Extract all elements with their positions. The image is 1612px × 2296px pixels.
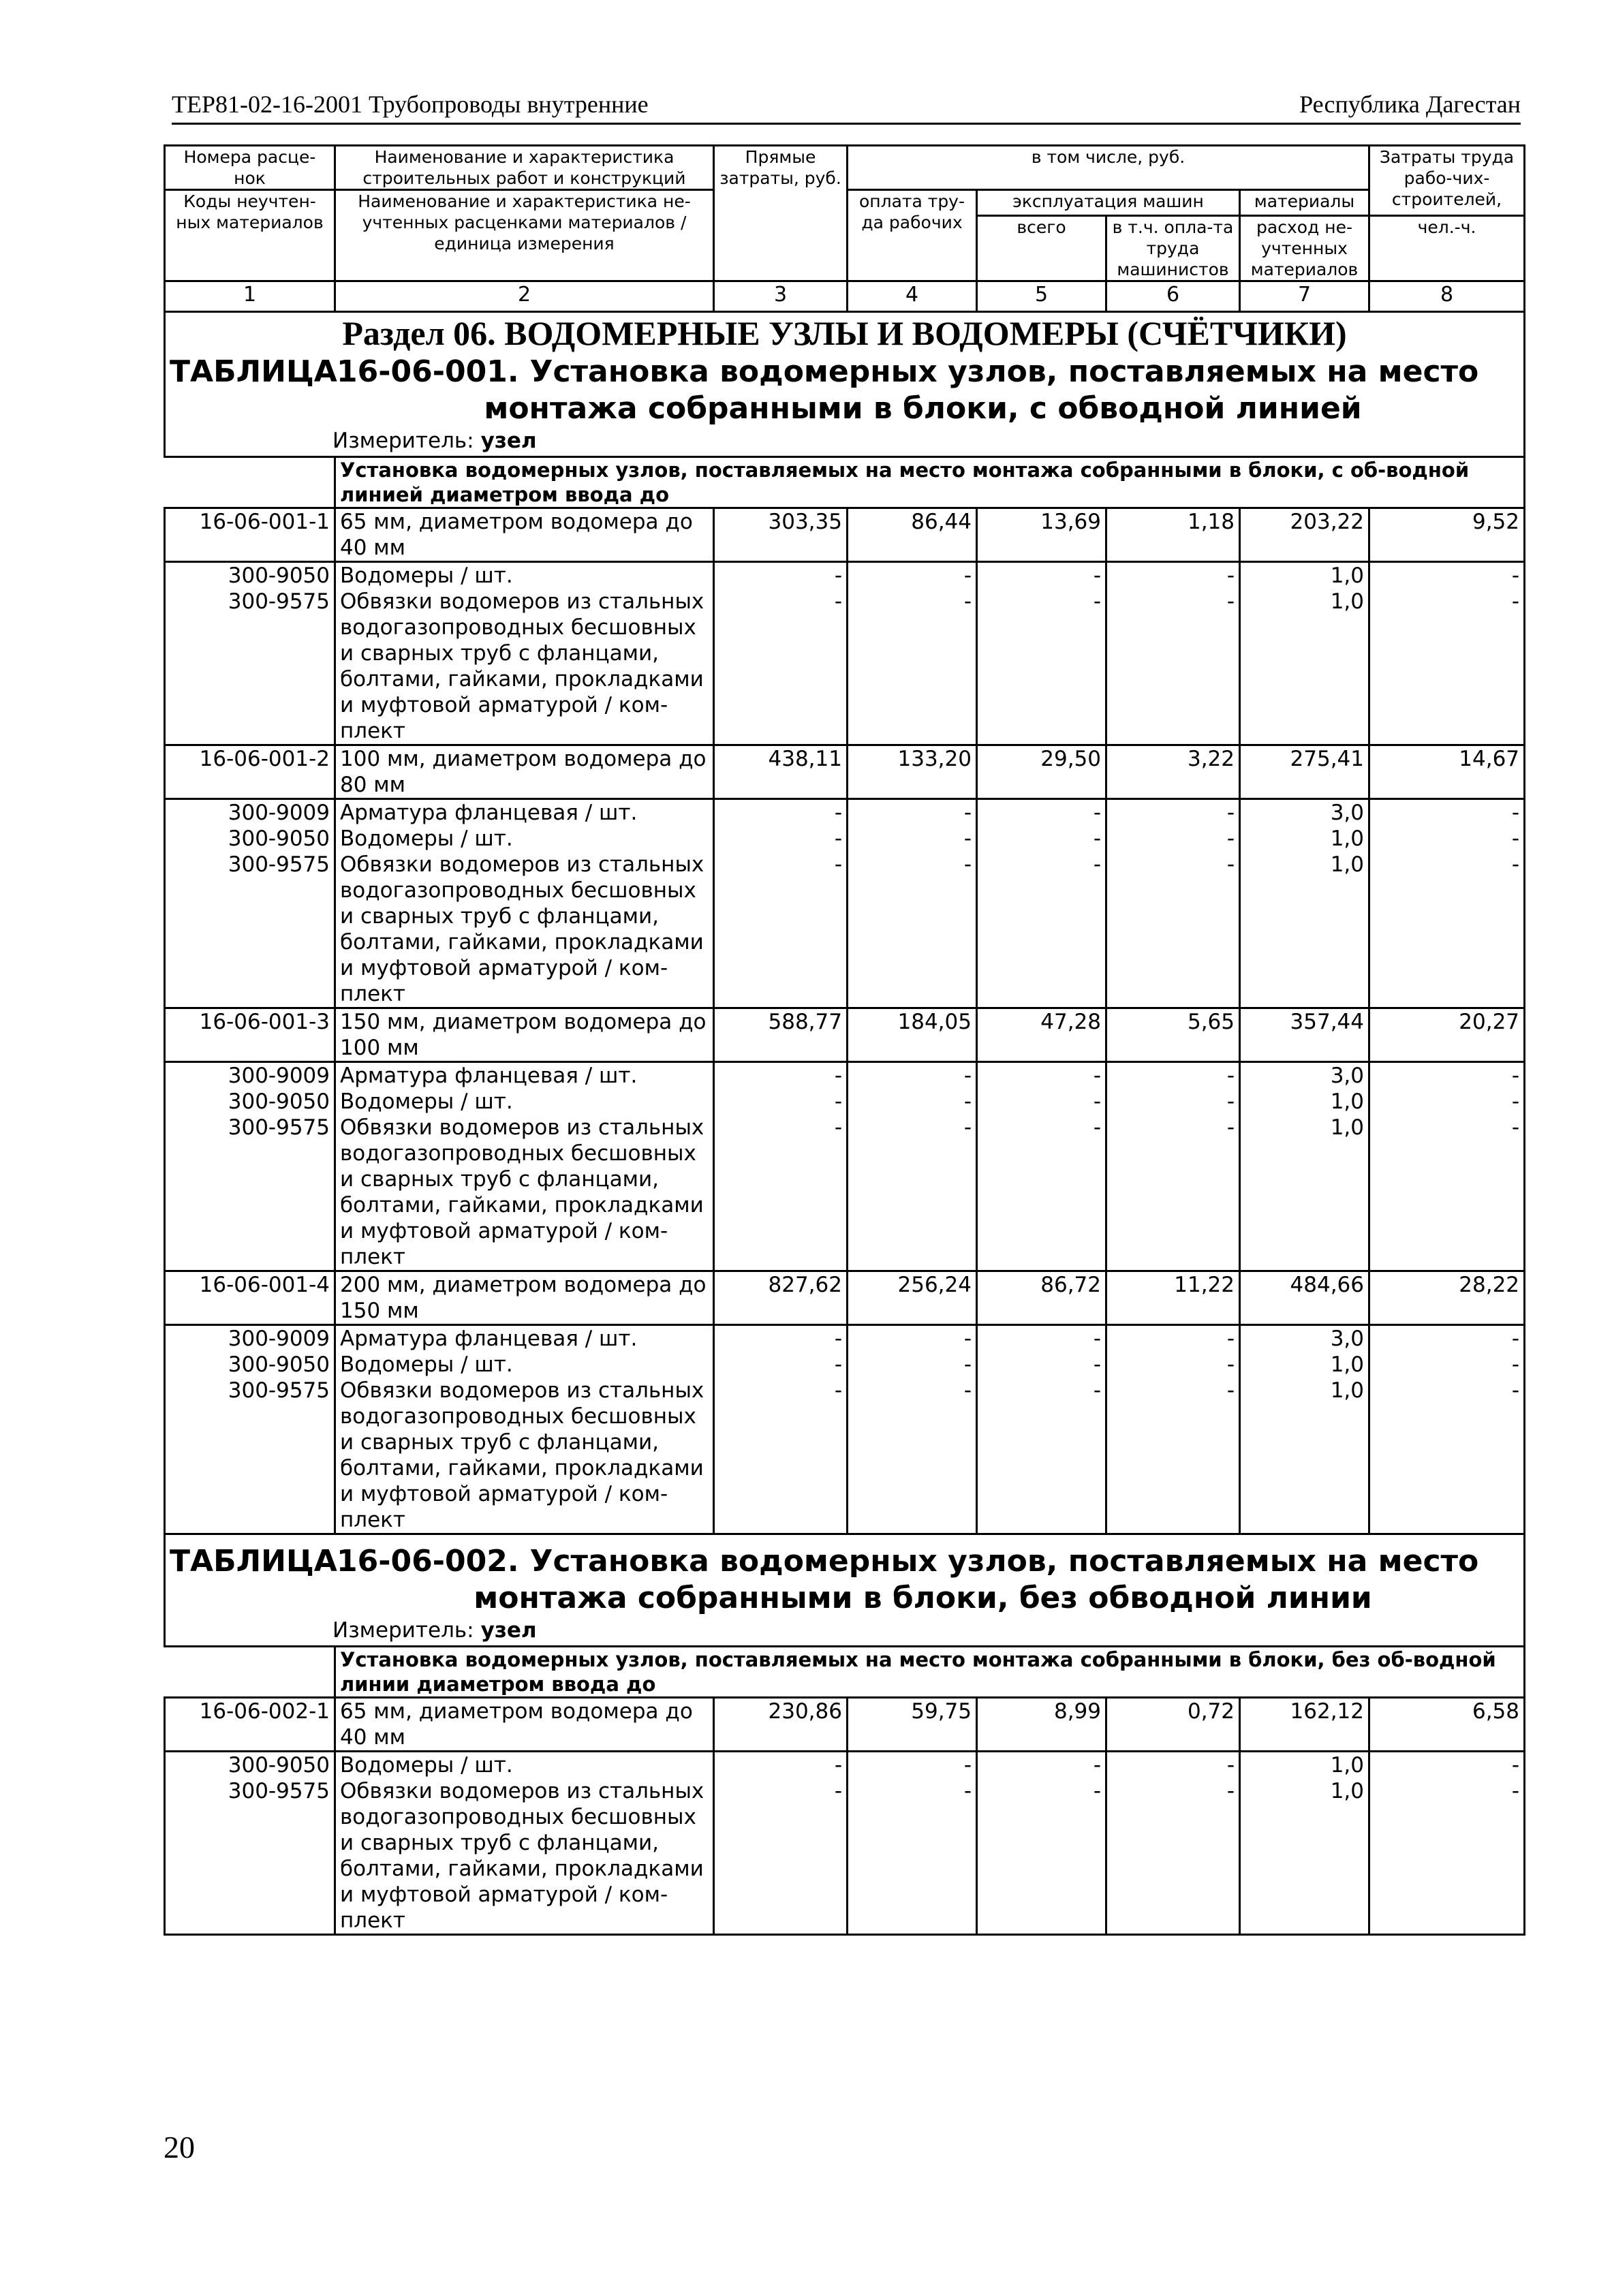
material-row bbox=[165, 1089, 1525, 1115]
material-row bbox=[165, 1752, 1525, 1779]
document-title: ТЕР81-02-16-2001 Трубопроводы внутренние bbox=[172, 91, 649, 118]
empty-value: - bbox=[1106, 1752, 1240, 1779]
rate-name: 100 мм, диаметром водомера до 80 мм bbox=[335, 745, 714, 799]
material-row bbox=[165, 799, 1525, 826]
empty-value: - bbox=[848, 852, 977, 1008]
empty-value: - bbox=[1369, 1062, 1525, 1089]
rate-materials: 357,44 bbox=[1240, 1008, 1369, 1062]
rate-hours: 20,27 bbox=[1369, 1008, 1525, 1062]
material-row bbox=[165, 1778, 1525, 1935]
material-code: 300-9009 bbox=[165, 799, 335, 826]
empty-value: - bbox=[714, 852, 848, 1008]
rates-table bbox=[164, 144, 1525, 1936]
rate-row bbox=[165, 1008, 1525, 1062]
rate-direct: 827,62 bbox=[714, 1271, 848, 1325]
rate-direct: 588,77 bbox=[714, 1008, 848, 1062]
rate-name: 150 мм, диаметром водомера до 100 мм bbox=[335, 1008, 714, 1062]
empty-value: - bbox=[1369, 562, 1525, 589]
empty-value: - bbox=[714, 1089, 848, 1115]
empty-value: - bbox=[714, 1115, 848, 1271]
empty-value: - bbox=[1106, 589, 1240, 745]
empty-value: - bbox=[848, 1352, 977, 1378]
material-quantity: 3,0 bbox=[1240, 1325, 1369, 1352]
material-quantity: 3,0 bbox=[1240, 799, 1369, 826]
empty-value: - bbox=[1369, 852, 1525, 1008]
group-title-blank bbox=[165, 458, 335, 508]
rate-materials: 162,12 bbox=[1240, 1698, 1369, 1752]
header-machines: эксплуатация машин bbox=[977, 190, 1240, 216]
material-name: Водомеры / шт. bbox=[335, 1752, 714, 1779]
empty-value: - bbox=[1106, 799, 1240, 826]
empty-value: - bbox=[848, 1325, 977, 1352]
material-name: Водомеры / шт. bbox=[335, 826, 714, 852]
measure-unit bbox=[166, 427, 1523, 458]
table-title-row bbox=[165, 354, 1525, 458]
rate-row bbox=[165, 1698, 1525, 1752]
measure-value: узел bbox=[480, 429, 537, 453]
empty-value: - bbox=[714, 1352, 848, 1378]
rate-code: 16-06-001-4 bbox=[165, 1271, 335, 1325]
rate-row bbox=[165, 1271, 1525, 1325]
material-code: 300-9050 bbox=[165, 1352, 335, 1378]
rate-mach-total: 8,99 bbox=[977, 1698, 1106, 1752]
measure-label: Измеритель: bbox=[332, 1618, 474, 1643]
rate-mach-labor: 5,65 bbox=[1106, 1008, 1240, 1062]
material-row bbox=[165, 562, 1525, 589]
header-row bbox=[165, 146, 1525, 190]
empty-value: - bbox=[714, 799, 848, 826]
group-title-blank bbox=[165, 1647, 335, 1698]
rate-mach-labor: 1,18 bbox=[1106, 508, 1240, 562]
empty-value: - bbox=[977, 799, 1106, 826]
header-work-name: Наименование и характеристика строительных работ и конструкций bbox=[335, 146, 714, 190]
rate-name: 200 мм, диаметром водомера до 150 мм bbox=[335, 1271, 714, 1325]
column-number: 2 bbox=[335, 281, 714, 312]
rate-labor: 86,44 bbox=[848, 508, 977, 562]
empty-value: - bbox=[714, 1378, 848, 1534]
table-title-cell bbox=[165, 354, 1525, 458]
table-number: 16-06-002. bbox=[337, 1544, 519, 1579]
rate-materials: 203,22 bbox=[1240, 508, 1369, 562]
table-title-text: монтажа собранными в блоки, без обводной линии bbox=[474, 1581, 1372, 1615]
empty-value: - bbox=[1369, 1752, 1525, 1779]
rate-name: 65 мм, диаметром водомера до 40 мм bbox=[335, 508, 714, 562]
rate-row bbox=[165, 508, 1525, 562]
empty-value: - bbox=[977, 1089, 1106, 1115]
rate-mach-total: 47,28 bbox=[977, 1008, 1106, 1062]
rate-direct: 438,11 bbox=[714, 745, 848, 799]
table-label: ТАБЛИЦА bbox=[170, 354, 337, 389]
rate-mach-total: 13,69 bbox=[977, 508, 1106, 562]
empty-value: - bbox=[714, 1752, 848, 1779]
material-code: 300-9575 bbox=[165, 589, 335, 745]
empty-value: - bbox=[1106, 1062, 1240, 1089]
empty-value: - bbox=[1369, 826, 1525, 852]
empty-value: - bbox=[977, 826, 1106, 852]
empty-value: - bbox=[848, 1115, 977, 1271]
material-name: Арматура фланцевая / шт. bbox=[335, 1062, 714, 1089]
empty-value: - bbox=[714, 1778, 848, 1935]
empty-value: - bbox=[1369, 589, 1525, 745]
material-name: Обвязки водомеров из стальных водогазопроводных бесшовных и сварных труб с фланцами, болтами, гайками, прокладками и муфтовой арматурой / ком-плект bbox=[335, 1378, 714, 1534]
rate-code: 16-06-002-1 bbox=[165, 1698, 335, 1752]
rate-materials: 484,66 bbox=[1240, 1271, 1369, 1325]
header-man-hours: чел.-ч. bbox=[1369, 216, 1525, 281]
section-row bbox=[165, 312, 1525, 354]
rate-labor: 133,20 bbox=[848, 745, 977, 799]
empty-value: - bbox=[848, 799, 977, 826]
table-title bbox=[170, 1543, 1519, 1617]
group-title-row bbox=[165, 1647, 1525, 1698]
material-row bbox=[165, 1325, 1525, 1352]
region-name: Республика Дагестан bbox=[1299, 91, 1521, 118]
rate-labor: 256,24 bbox=[848, 1271, 977, 1325]
column-number: 3 bbox=[714, 281, 848, 312]
empty-value: - bbox=[848, 589, 977, 745]
material-quantity: 3,0 bbox=[1240, 1062, 1369, 1089]
empty-value: - bbox=[977, 589, 1106, 745]
header-machines-total: всего bbox=[977, 216, 1106, 281]
rate-direct: 230,86 bbox=[714, 1698, 848, 1752]
empty-value: - bbox=[977, 1752, 1106, 1779]
empty-value: - bbox=[977, 562, 1106, 589]
rate-materials: 275,41 bbox=[1240, 745, 1369, 799]
table-title-text: Установка водомерных узлов, поставляемых на место bbox=[529, 1544, 1479, 1579]
measure-label: Измеритель: bbox=[332, 429, 474, 453]
table-title-row bbox=[165, 1534, 1525, 1648]
column-number: 6 bbox=[1106, 281, 1240, 312]
empty-value: - bbox=[714, 826, 848, 852]
rate-labor: 59,75 bbox=[848, 1698, 977, 1752]
material-quantity: 1,0 bbox=[1240, 826, 1369, 852]
page-number: 20 bbox=[164, 2130, 195, 2165]
header-direct-costs: Прямые затраты, руб. bbox=[714, 146, 848, 281]
empty-value: - bbox=[714, 1062, 848, 1089]
material-code: 300-9050 bbox=[165, 1089, 335, 1115]
empty-value: - bbox=[977, 1115, 1106, 1271]
empty-value: - bbox=[977, 1352, 1106, 1378]
table-title-line bbox=[170, 1543, 1519, 1580]
material-quantity: 1,0 bbox=[1240, 1115, 1369, 1271]
material-code: 300-9575 bbox=[165, 1378, 335, 1534]
table-title-text: монтажа собранными в блоки, с обводной линией bbox=[484, 391, 1362, 426]
header-worker-pay: оплата тру-да рабочих bbox=[848, 190, 977, 281]
empty-value: - bbox=[848, 826, 977, 852]
material-row bbox=[165, 852, 1525, 1008]
material-quantity: 1,0 bbox=[1240, 562, 1369, 589]
empty-value: - bbox=[848, 1062, 977, 1089]
column-number: 5 bbox=[977, 281, 1106, 312]
empty-value: - bbox=[848, 562, 977, 589]
header-machinist-pay: в т.ч. опла-та труда машинистов bbox=[1106, 216, 1240, 281]
material-code: 300-9575 bbox=[165, 1778, 335, 1935]
header-material-codes: Коды неучтен-ных материалов bbox=[165, 190, 335, 281]
material-name: Обвязки водомеров из стальных водогазопроводных бесшовных и сварных труб с фланцами, болтами, гайками, прокладками и муфтовой арматурой / ком-плект bbox=[335, 1115, 714, 1271]
empty-value: - bbox=[714, 1325, 848, 1352]
header-unaccounted-materials: расход не-учтенных материалов bbox=[1240, 216, 1369, 281]
rate-mach-total: 29,50 bbox=[977, 745, 1106, 799]
material-code: 300-9050 bbox=[165, 1752, 335, 1779]
empty-value: - bbox=[714, 562, 848, 589]
header-materials: материалы bbox=[1240, 190, 1369, 216]
empty-value: - bbox=[977, 1378, 1106, 1534]
empty-value: - bbox=[1369, 1089, 1525, 1115]
rate-code: 16-06-001-2 bbox=[165, 745, 335, 799]
rate-mach-total: 86,72 bbox=[977, 1271, 1106, 1325]
empty-value: - bbox=[1369, 1352, 1525, 1378]
group-title-row bbox=[165, 458, 1525, 508]
measure-value: узел bbox=[480, 1618, 537, 1643]
material-name: Водомеры / шт. bbox=[335, 562, 714, 589]
column-number: 4 bbox=[848, 281, 977, 312]
rate-code: 16-06-001-3 bbox=[165, 1008, 335, 1062]
material-row bbox=[165, 1062, 1525, 1089]
empty-value: - bbox=[1369, 799, 1525, 826]
material-code: 300-9050 bbox=[165, 562, 335, 589]
empty-value: - bbox=[1369, 1325, 1525, 1352]
group-title: Установка водомерных узлов, поставляемых на место монтажа собранными в блоки, без об-водной линии диаметром ввода до bbox=[335, 1647, 1525, 1698]
table-title-line bbox=[170, 354, 1519, 390]
empty-value: - bbox=[977, 1325, 1106, 1352]
rate-mach-labor: 3,22 bbox=[1106, 745, 1240, 799]
column-number: 1 bbox=[165, 281, 335, 312]
empty-value: - bbox=[1106, 1325, 1240, 1352]
material-quantity: 1,0 bbox=[1240, 1778, 1369, 1935]
empty-value: - bbox=[714, 589, 848, 745]
group-title: Установка водомерных узлов, поставляемых на место монтажа собранными в блоки, с об-водной линией диаметром ввода до bbox=[335, 458, 1525, 508]
rate-name: 65 мм, диаметром водомера до 40 мм bbox=[335, 1698, 714, 1752]
empty-value: - bbox=[1106, 1378, 1240, 1534]
table-label: ТАБЛИЦА bbox=[170, 1544, 337, 1579]
column-number: 7 bbox=[1240, 281, 1369, 312]
header-material-name: Наименование и характеристика не-учтенных расценками материалов / единица измерения bbox=[335, 190, 714, 281]
material-row bbox=[165, 1352, 1525, 1378]
material-name: Арматура фланцевая / шт. bbox=[335, 1325, 714, 1352]
header-labor-costs: Затраты труда рабо-чих-строителей, bbox=[1369, 146, 1525, 216]
empty-value: - bbox=[1369, 1778, 1525, 1935]
rate-mach-labor: 11,22 bbox=[1106, 1271, 1240, 1325]
material-name: Обвязки водомеров из стальных водогазопроводных бесшовных и сварных труб с фланцами, болтами, гайками, прокладками и муфтовой арматурой / ком-плект bbox=[335, 1778, 714, 1935]
table-title-text: Установка водомерных узлов, поставляемых на место bbox=[529, 354, 1479, 389]
rate-mach-labor: 0,72 bbox=[1106, 1698, 1240, 1752]
header-including: в том числе, руб. bbox=[848, 146, 1369, 190]
rate-direct: 303,35 bbox=[714, 508, 848, 562]
material-code: 300-9009 bbox=[165, 1062, 335, 1089]
material-name: Водомеры / шт. bbox=[335, 1089, 714, 1115]
material-quantity: 1,0 bbox=[1240, 852, 1369, 1008]
material-code: 300-9575 bbox=[165, 1115, 335, 1271]
empty-value: - bbox=[1369, 1378, 1525, 1534]
table-title-cell bbox=[165, 1534, 1525, 1648]
empty-value: - bbox=[977, 1062, 1106, 1089]
rate-hours: 9,52 bbox=[1369, 508, 1525, 562]
rate-labor: 184,05 bbox=[848, 1008, 977, 1062]
empty-value: - bbox=[1106, 562, 1240, 589]
table-number: 16-06-001. bbox=[337, 354, 519, 389]
rate-hours: 6,58 bbox=[1369, 1698, 1525, 1752]
material-row bbox=[165, 826, 1525, 852]
empty-value: - bbox=[848, 1752, 977, 1779]
material-row bbox=[165, 1378, 1525, 1534]
table-body bbox=[165, 146, 1525, 1935]
empty-value: - bbox=[848, 1778, 977, 1935]
material-quantity: 1,0 bbox=[1240, 1352, 1369, 1378]
empty-value: - bbox=[1106, 1089, 1240, 1115]
material-quantity: 1,0 bbox=[1240, 1089, 1369, 1115]
empty-value: - bbox=[1106, 852, 1240, 1008]
material-quantity: 1,0 bbox=[1240, 589, 1369, 745]
material-code: 300-9050 bbox=[165, 826, 335, 852]
rate-row bbox=[165, 745, 1525, 799]
material-quantity: 1,0 bbox=[1240, 1752, 1369, 1779]
material-code: 300-9009 bbox=[165, 1325, 335, 1352]
empty-value: - bbox=[848, 1378, 977, 1534]
rate-hours: 14,67 bbox=[1369, 745, 1525, 799]
empty-value: - bbox=[1106, 1778, 1240, 1935]
empty-value: - bbox=[1106, 1352, 1240, 1378]
material-quantity: 1,0 bbox=[1240, 1378, 1369, 1534]
material-name: Обвязки водомеров из стальных водогазопроводных бесшовных и сварных труб с фланцами, болтами, гайками, прокладками и муфтовой арматурой / ком-плект bbox=[335, 852, 714, 1008]
material-name: Обвязки водомеров из стальных водогазопроводных бесшовных и сварных труб с фланцами, болтами, гайками, прокладками и муфтовой арматурой / ком-плект bbox=[335, 589, 714, 745]
material-row bbox=[165, 1115, 1525, 1271]
column-numbers-row bbox=[165, 281, 1525, 312]
material-name: Арматура фланцевая / шт. bbox=[335, 799, 714, 826]
empty-value: - bbox=[977, 852, 1106, 1008]
material-code: 300-9575 bbox=[165, 852, 335, 1008]
measure-unit bbox=[166, 1617, 1523, 1647]
material-name: Водомеры / шт. bbox=[335, 1352, 714, 1378]
empty-value: - bbox=[977, 1778, 1106, 1935]
header-rate-numbers: Номера расце-нок bbox=[165, 146, 335, 190]
empty-value: - bbox=[1106, 1115, 1240, 1271]
rate-hours: 28,22 bbox=[1369, 1271, 1525, 1325]
page-header bbox=[172, 89, 1521, 125]
material-row bbox=[165, 589, 1525, 745]
empty-value: - bbox=[848, 1089, 977, 1115]
empty-value: - bbox=[1106, 826, 1240, 852]
empty-value: - bbox=[1369, 1115, 1525, 1271]
column-number: 8 bbox=[1369, 281, 1525, 312]
table-title bbox=[170, 354, 1519, 427]
section-title: Раздел 06. ВОДОМЕРНЫЕ УЗЛЫ И ВОДОМЕРЫ (СЧЁТЧИКИ) bbox=[165, 312, 1525, 354]
rate-code: 16-06-001-1 bbox=[165, 508, 335, 562]
